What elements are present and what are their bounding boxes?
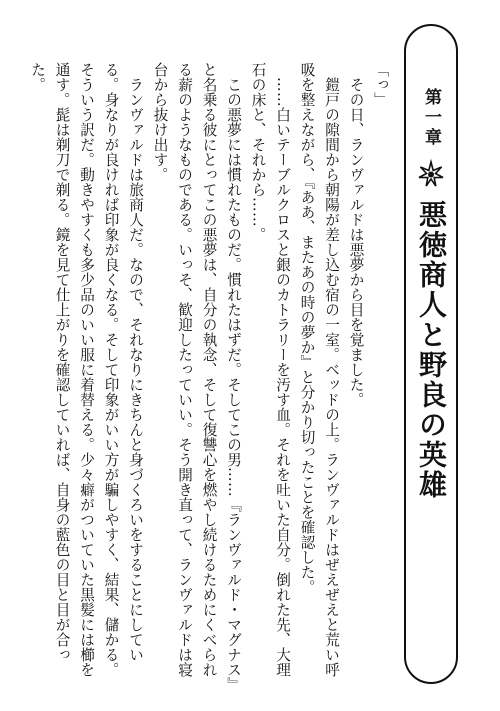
chapter-banner <box>404 24 458 684</box>
paragraph-4: ……白いテーブルクロスと銀のカトラリーを汚す血。それを吐いた自分。倒れた先、大理石の床と、それから……。 <box>249 62 291 677</box>
paragraph-3: 鎧戸の隙間から朝陽が差し込む宿の一室。ベッドの上。ランヴァルドはぜえぜえと荒い呼吸を整えながら、『ああ、またあの時の夢か』と分かり切ったことを確認した。 <box>298 62 340 677</box>
chapter-label: 第一章 <box>421 88 441 148</box>
paragraph-6: ランヴァルドは旅商人だ。なので、それなりにきちんと身づくろいをすることにしている。身なりが良ければ印象が良くなる。そして印象がいい方が騙しやすく、結果、儲かる。そういう訳だ。動きやすくも多少品のいい服に着替える。少々癖がついていた黒髪には櫛を通す。髭は剃刀で剃る。鏡を見て仕上がりを確認していれば、自身の藍色の目と目が合った。 <box>29 62 144 677</box>
chapter-title: 悪徳商人と野良の英雄 <box>415 200 448 500</box>
body-text <box>29 62 392 690</box>
paragraph-5: この悪夢には慣れたものだ。慣れたはずだ。そしてこの男……『ランヴァルド・マグナス』と名乗る彼にとってこの悪夢は、自分の執念、そして復讐心を燃やし続けるためにくべられる薪のようなものである。いっそ、歓迎したっていい。そう開き直って、ランヴァルドは寝台から抜け出す。 <box>151 62 242 685</box>
sparkle-star-icon <box>417 160 445 188</box>
paragraph-1: 「っ」 <box>372 62 389 107</box>
paragraph-2: その日、ランヴァルドは悪夢から目を覚ました。 <box>347 76 365 407</box>
